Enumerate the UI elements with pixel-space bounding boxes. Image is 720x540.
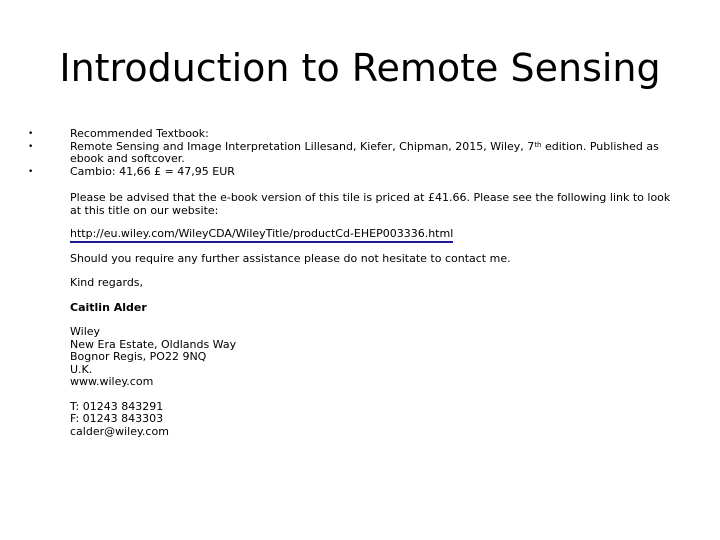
website-text: www.wiley.com [70,375,154,388]
email-line: calder@wiley.com [70,424,169,438]
bullet-item [28,164,680,179]
bullet-dot-icon: • [28,129,34,139]
regards-text: Kind regards, [70,276,144,289]
address-block [70,326,680,389]
address-line: New Era Estate, Oldlands Way [70,337,237,351]
contact-block [70,401,680,439]
bullet-text: Cambio: 41,66 £ = 47,95 EUR [70,164,235,178]
signer-name: Caitlin Alder [70,300,147,314]
textbook-reference: Remote Sensing and Image Interpretation Lillesand, Kiefer, Chipman, 2015, Wiley, 7 [70,139,535,153]
product-link[interactable]: http://eu.wiley.com/WileyCDA/WileyTitle/productCd-EHEP003336.html [70,227,453,243]
assistance-text: Should you require any further assistance please do not hesitate to contact me. [70,251,511,265]
bullet-text [70,140,659,166]
address-line: Bognor Regis, PO22 9NQ [70,350,207,363]
bullet-dot-icon: • [28,141,34,152]
bullet-text: Recommended Textbook: [70,127,209,140]
bullet-item [28,139,680,166]
address-line: Wiley [70,325,101,338]
link-paragraph [70,228,680,241]
textbook-reference-end: edition. Published as ebook and softcover. [70,139,659,165]
address-line: U.K. [70,362,93,376]
slide-content [28,127,680,438]
bullet-dot-icon: • [28,166,34,177]
phone-line: T: 01243 843291 [70,399,164,413]
advisory-text: Please be advised that the e-book version of this tile is priced at £41.66. Please see the following link to look at this title on our website: [70,191,671,217]
fax-line: F: 01243 843303 [70,412,164,425]
slide-title: Introduction to Remote Sensing [59,46,661,90]
edition-superscript: th [534,140,542,149]
